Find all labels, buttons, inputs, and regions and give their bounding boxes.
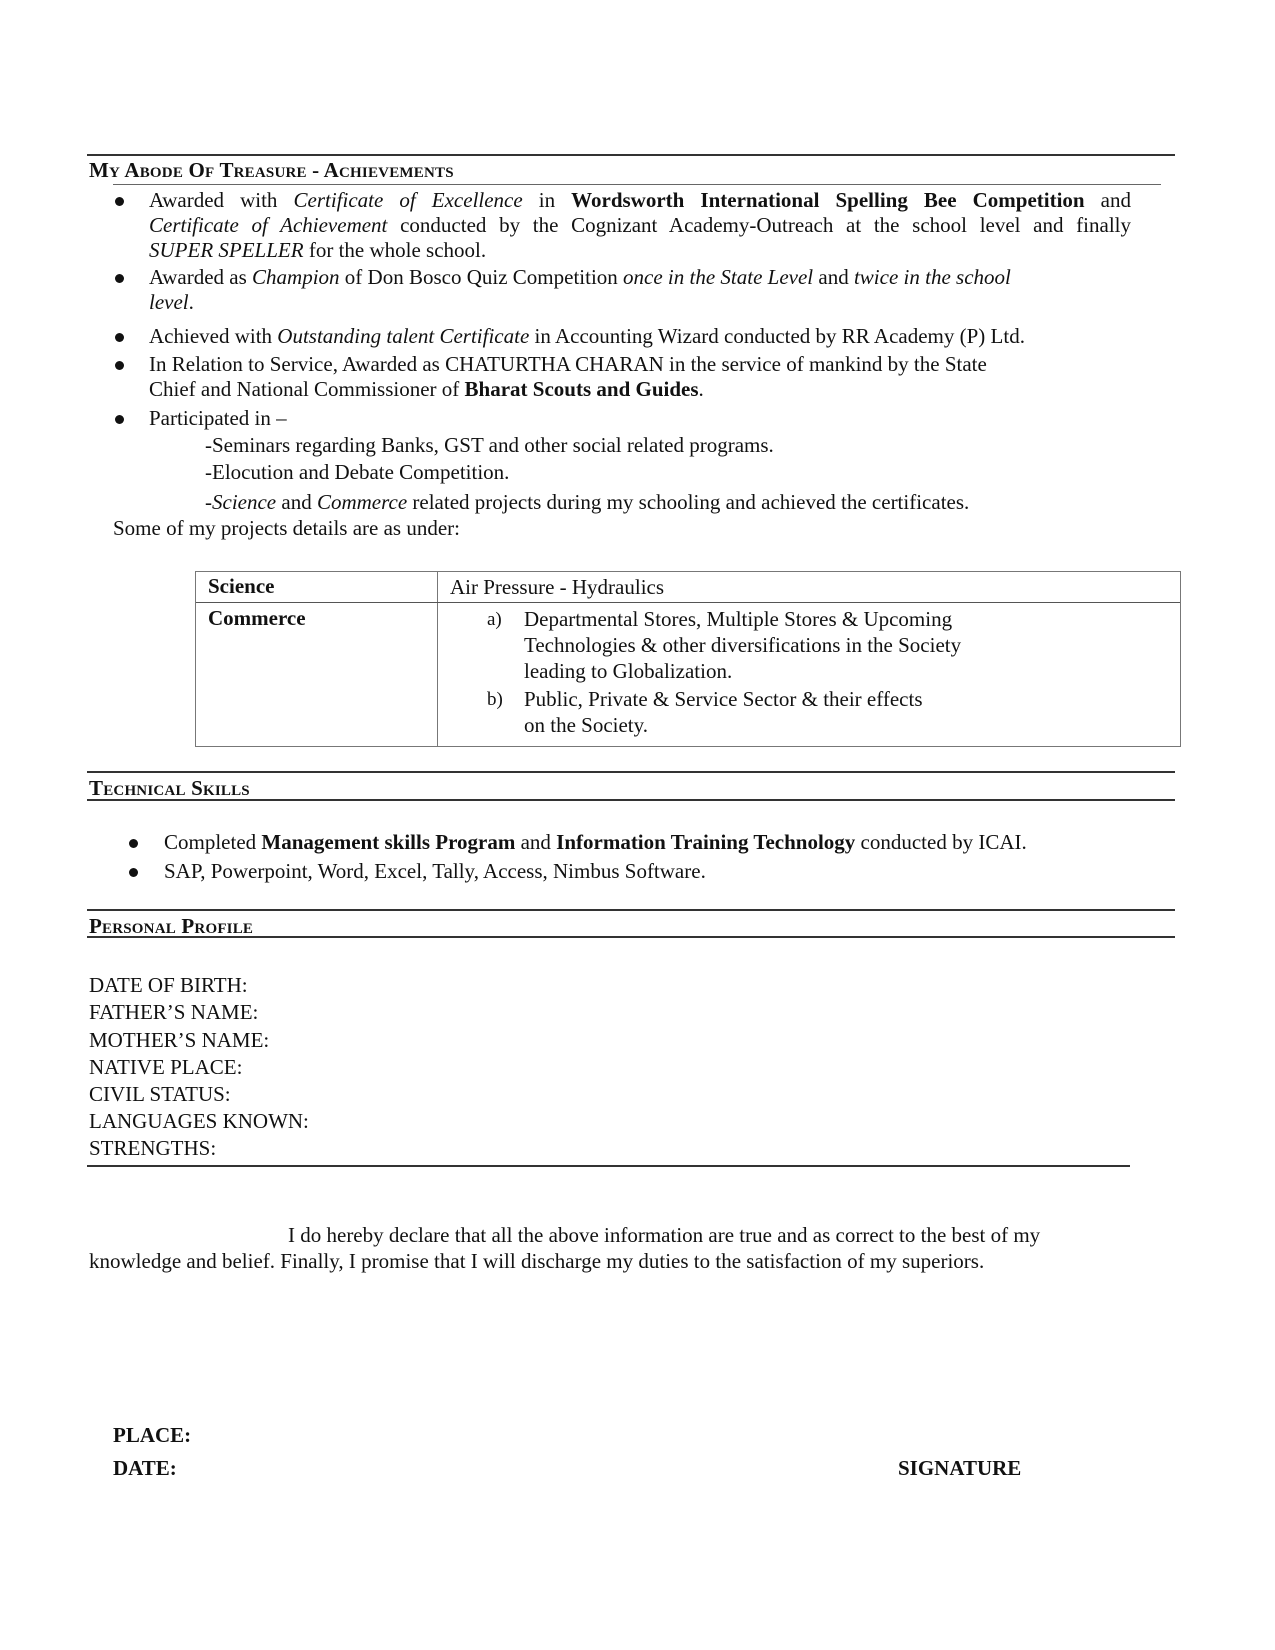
- text-run: -Seminars regarding Banks, GST and other social related programs.: [205, 433, 774, 457]
- bullet-icon: [115, 274, 124, 283]
- italic-text: twice in the school: [853, 265, 1011, 289]
- italic-text: Certificate of Excellence: [293, 188, 523, 212]
- field-fathers-name: FATHER’S NAME:: [89, 1000, 259, 1024]
- italic-text: once in the State Level: [623, 265, 814, 289]
- italic-text: Science: [212, 490, 277, 514]
- table-column-divider: [437, 572, 438, 746]
- bold-text: Bharat Scouts and Guides: [464, 377, 699, 401]
- text-run: .: [188, 290, 194, 314]
- technical-skill-item-1: [164, 830, 1027, 855]
- place-label: PLACE:: [113, 1423, 192, 1447]
- field-languages-known: LANGUAGES KNOWN:: [89, 1109, 309, 1133]
- text-run: Awarded with: [149, 188, 294, 212]
- italic-text: Commerce: [316, 490, 408, 514]
- text-run: related projects during my schooling and achieved the certificates.: [407, 490, 970, 514]
- bold-text: Information Training Technology: [556, 830, 856, 854]
- field-native-place: NATIVE PLACE:: [89, 1055, 243, 1079]
- italic-text: Outstanding talent Certificate: [277, 324, 530, 348]
- table-cell-details-science: Air Pressure - Hydraulics: [450, 575, 665, 599]
- text-run: and: [276, 490, 317, 514]
- text-run: in: [522, 188, 572, 212]
- field-mothers-name: MOTHER’S NAME:: [89, 1028, 270, 1052]
- signature-label: SIGNATURE: [898, 1456, 1022, 1480]
- text-run: -: [205, 490, 212, 514]
- section-rule-bottom: [113, 184, 1161, 185]
- achievement-item-1-line-2: [149, 213, 1131, 238]
- italic-text: SUPER SPELLER: [149, 238, 304, 262]
- declaration-line-1: I do hereby declare that all the above information are true and as correct to the best of my: [288, 1223, 1041, 1247]
- italic-text: Champion: [252, 265, 340, 289]
- technical-skill-item-2: [164, 859, 706, 884]
- achievement-item-3-line-1: [149, 324, 1025, 349]
- participated-item-2: [205, 460, 509, 485]
- bullet-icon: [115, 415, 124, 424]
- text-run: and: [515, 830, 557, 854]
- commerce-item-b-line-1: Public, Private & Service Sector & their effects: [524, 687, 923, 711]
- text-run: Participated in –: [149, 406, 287, 430]
- text-run: and: [1084, 188, 1131, 212]
- profile-end-rule: [87, 1165, 1130, 1167]
- field-civil-status: CIVIL STATUS:: [89, 1082, 231, 1106]
- projects-intro: Some of my projects details are as under:: [113, 516, 460, 540]
- achievement-item-1-line-1: [149, 188, 1131, 213]
- achievement-item-1-line-3: [149, 238, 486, 263]
- text-run: and: [813, 265, 854, 289]
- personal-profile-heading: Personal Profile: [89, 914, 254, 938]
- date-label: DATE:: [113, 1456, 177, 1480]
- participated-item-1: [205, 433, 774, 458]
- achievement-item-5-line-1: [149, 406, 287, 431]
- projects-table: [195, 571, 1181, 747]
- achievement-item-2-line-1: [149, 265, 1011, 290]
- bold-text: Wordsworth International Spelling Bee Competition: [571, 188, 1085, 212]
- text-run: Awarded as: [149, 265, 253, 289]
- achievements-heading: My Abode Of Treasure - Achievements: [89, 158, 454, 182]
- text-run: In Relation to Service, Awarded as CHATURTHA CHARAN in the service of mankind by the State: [149, 352, 987, 376]
- text-run: conducted by the Cognizant Academy-Outreach at the school level and finally: [387, 213, 1131, 237]
- bullet-icon: [115, 197, 124, 206]
- commerce-item-b-line-2: on the Society.: [524, 713, 649, 737]
- text-run: for the whole school.: [303, 238, 487, 262]
- text-run: Completed: [164, 830, 262, 854]
- table-row-divider: [196, 602, 1180, 603]
- italic-text: level: [149, 290, 189, 314]
- text-run: conducted by ICAI.: [855, 830, 1027, 854]
- commerce-item-a-line-3: leading to Globalization.: [524, 659, 733, 683]
- text-run: Chief and National Commissioner of: [149, 377, 465, 401]
- bold-text: Management skills Program: [261, 830, 516, 854]
- text-run: Achieved with: [149, 324, 278, 348]
- italic-text: Certificate of Achievement: [149, 213, 388, 237]
- table-cell-subject-science: Science: [208, 574, 275, 598]
- achievement-item-2-line-2: [149, 290, 194, 315]
- bullet-icon: [115, 333, 124, 342]
- bullet-icon: [129, 868, 138, 877]
- section-rule-top: [87, 154, 1175, 156]
- section-rule-top: [87, 909, 1175, 911]
- section-rule-bottom: [87, 936, 1175, 938]
- commerce-item-a-line-1: Departmental Stores, Multiple Stores & Upcoming: [524, 607, 953, 631]
- achievement-item-4-line-1: [149, 352, 987, 377]
- table-cell-subject-commerce: Commerce: [208, 606, 306, 630]
- participated-item-3: [205, 490, 969, 515]
- section-rule-top: [87, 771, 1175, 773]
- commerce-item-a-line-2: Technologies & other diversifications in the Society: [524, 633, 962, 657]
- achievement-item-4-line-2: [149, 377, 704, 402]
- list-marker-b: b): [487, 689, 503, 710]
- section-rule-bottom: [87, 799, 1175, 801]
- bullet-icon: [115, 361, 124, 370]
- text-run: SAP, Powerpoint, Word, Excel, Tally, Access, Nimbus Software.: [164, 859, 706, 883]
- text-run: -Elocution and Debate Competition.: [205, 460, 510, 484]
- field-date-of-birth: DATE OF BIRTH:: [89, 973, 248, 997]
- text-run: .: [698, 377, 704, 401]
- technical-skills-heading: Technical Skills: [89, 776, 250, 800]
- list-marker-a: a): [487, 609, 502, 630]
- bullet-icon: [129, 839, 138, 848]
- text-run: of Don Bosco Quiz Competition: [339, 265, 624, 289]
- declaration-line-2: knowledge and belief. Finally, I promise that I will discharge my duties to the satisfaction of my superiors.: [89, 1249, 985, 1273]
- field-strengths: STRENGTHS:: [89, 1136, 217, 1160]
- text-run: in Accounting Wizard conducted by RR Academy (P) Ltd.: [529, 324, 1025, 348]
